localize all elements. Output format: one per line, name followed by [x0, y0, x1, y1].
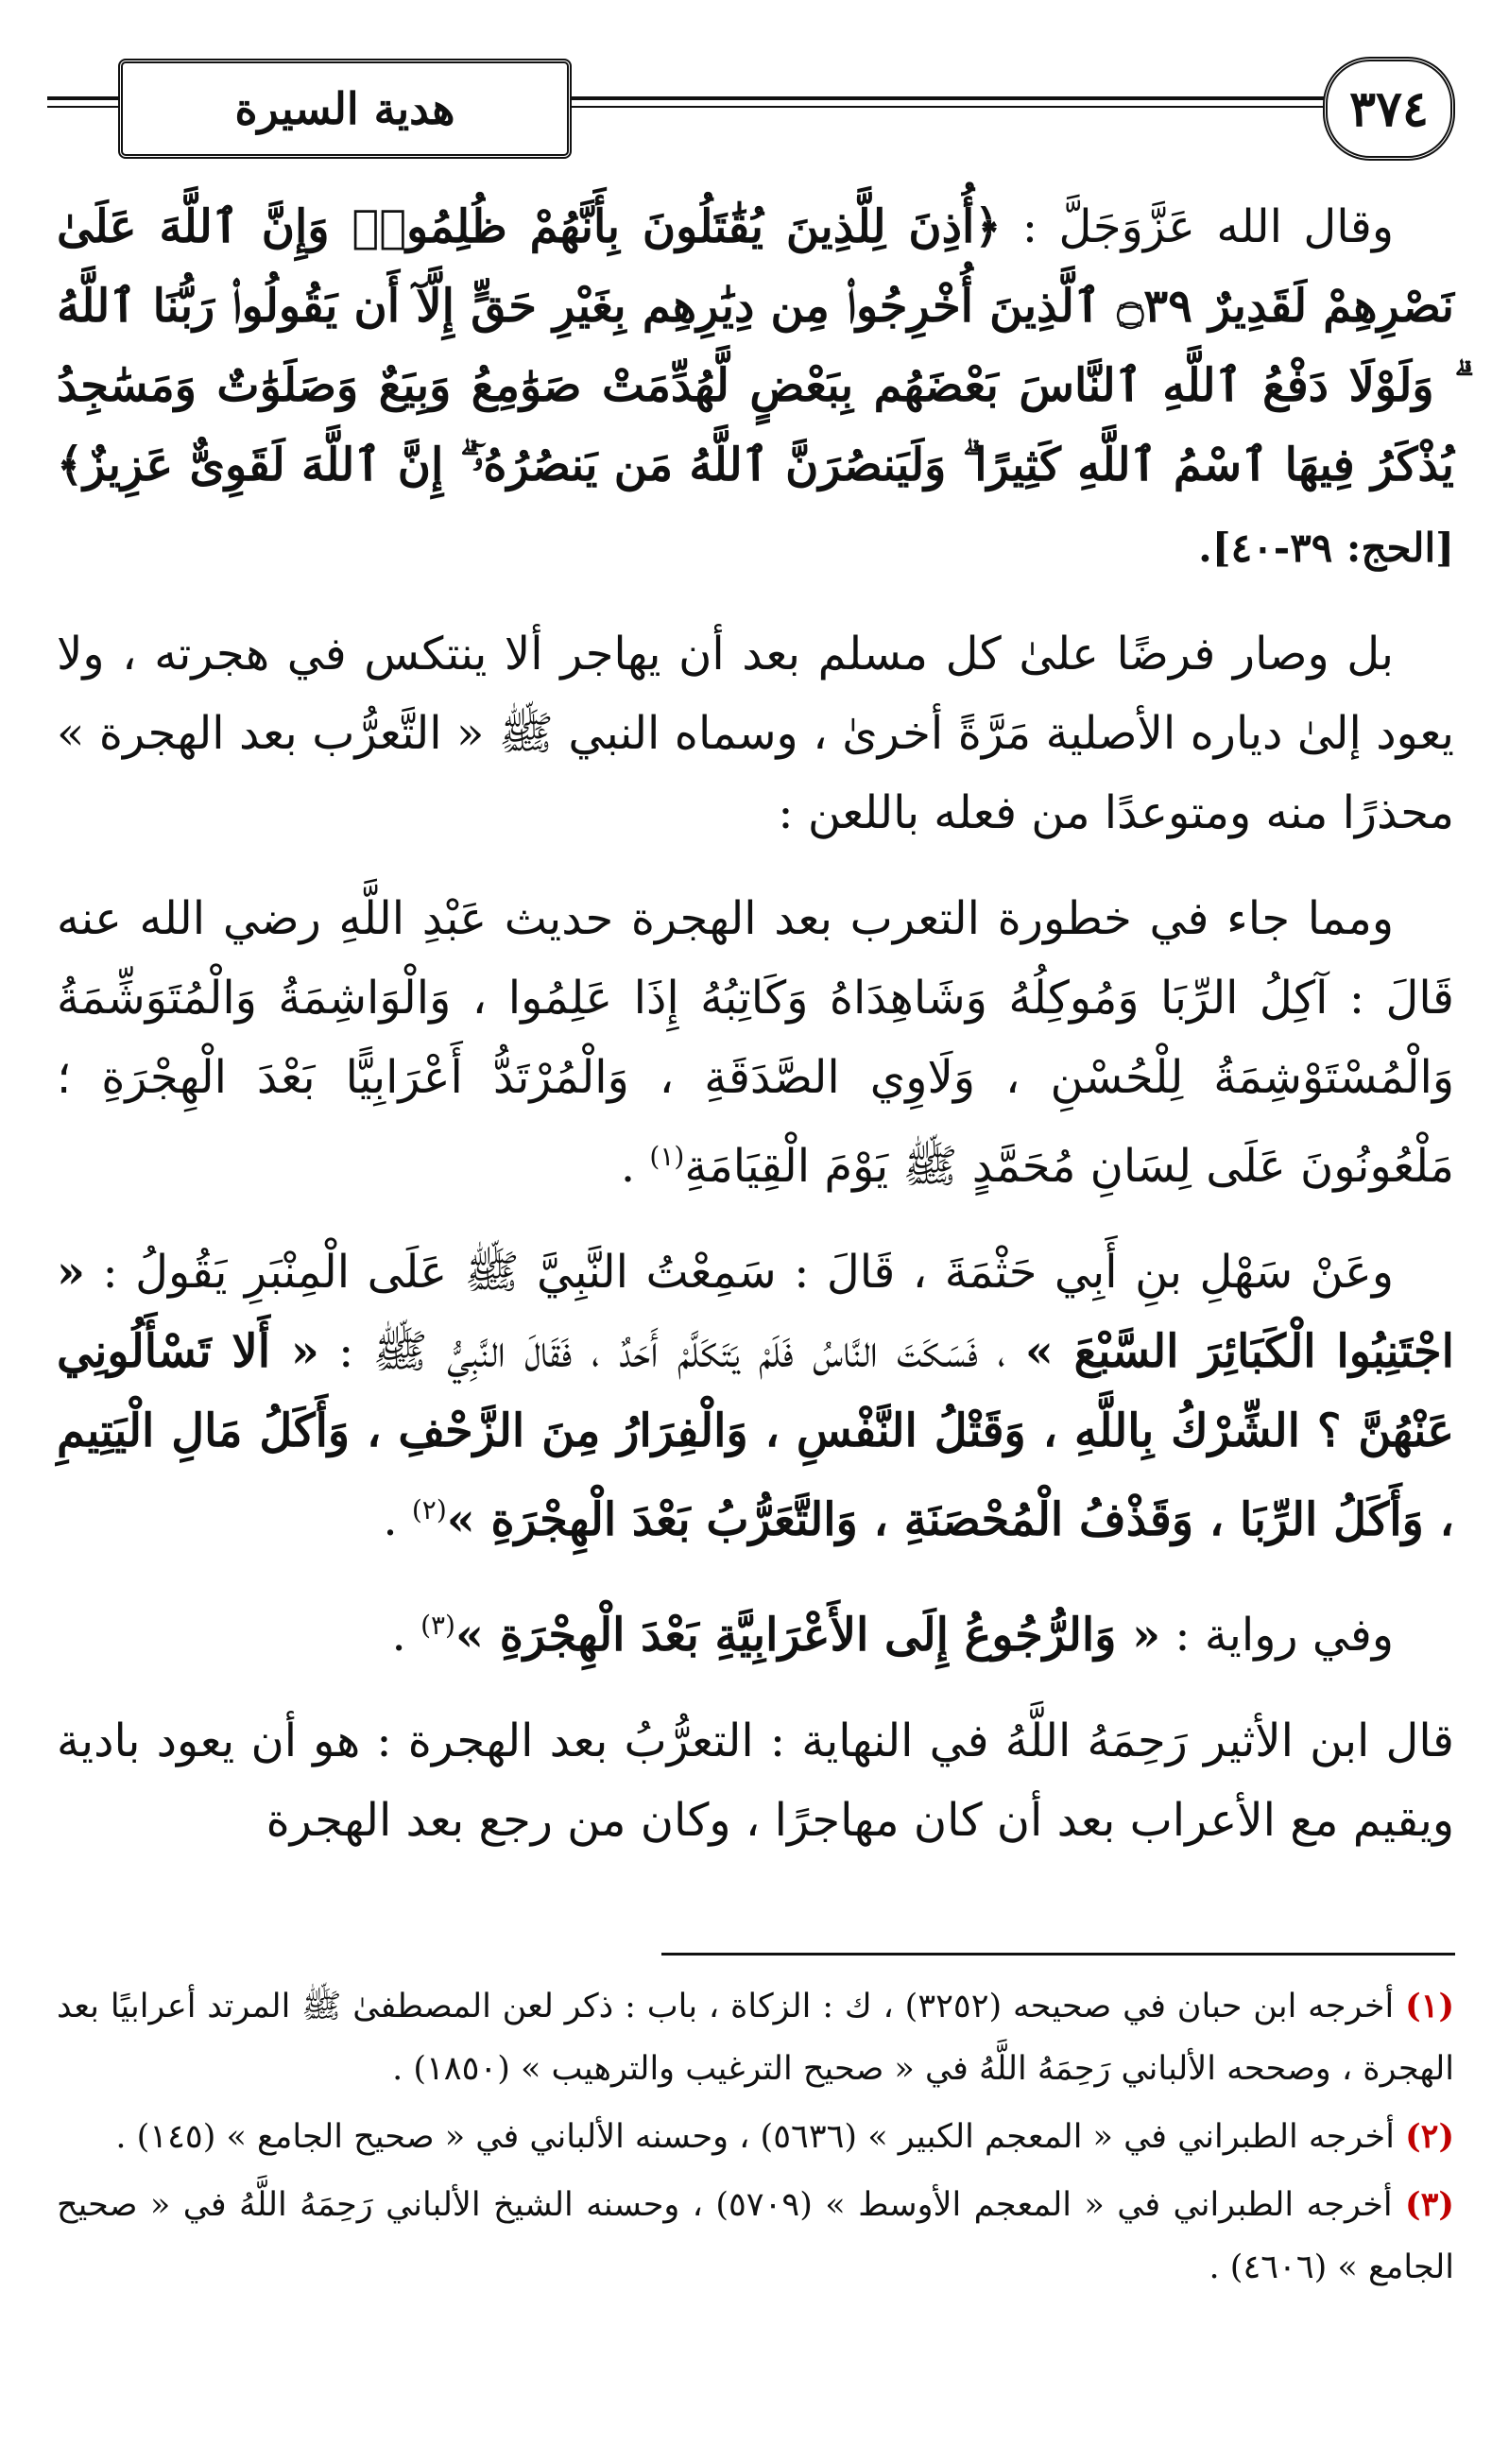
- footnote-ref-1[interactable]: (١): [649, 1141, 685, 1172]
- footnotes: [57, 1975, 1454, 2304]
- paragraph-quran: [57, 187, 1454, 588]
- footnote-ref-3[interactable]: (٣): [420, 1610, 455, 1641]
- footnote-number-1: (١): [1405, 1987, 1454, 2025]
- narration-continue: ، فَسَكَتَ النَّاسُ فَلَمْ يَتَكَلَّمْ أَحَدٌ ، فَقَالَ النَّبِيُّ ﷺ :: [318, 1325, 1025, 1378]
- footnote-text-2: أخرجه الطبراني في « المعجم الكبير » (٥٦٣٦) ، وحسنه الألباني في « صحيح الجامع » (١٤٥) .: [115, 2118, 1395, 2156]
- page-header: [47, 47, 1455, 161]
- quran-verse: ﴿أُذِنَ لِلَّذِينَ يُقَٰتَلُونَ بِأَنَّهُمْ ظُلِمُوا۟ وَإِنَّ ٱللَّهَ عَلَىٰ نَصْرِهِمْ لَقَدِيرٌ ۝٣٩ ٱلَّذِينَ أُخْرِجُوا۟ مِن دِيَٰرِهِم بِغَيْرِ حَقٍّ إِلَّآ أَن يَقُولُوا۟ رَبُّنَا ٱللَّهُ ۗ وَلَوْلَا دَفْعُ ٱللَّهِ ٱلنَّاسَ بَعْضَهُم بِبَعْضٍ لَّهُدِّمَتْ صَوَٰمِعُ وَبِيَعٌ وَصَلَوَٰتٌ وَمَسَٰجِدُ يُذْكَرُ فِيهَا ٱسْمُ ٱللَّهِ كَثِيرًا ۗ وَلَيَنصُرَنَّ ٱللَّهُ مَن يَنصُرُهُۥٓ ۗ إِنَّ ٱللَّهَ لَقَوِىٌّ عَزِيزٌ﴾: [57, 200, 1455, 491]
- footnote-separator: [661, 1953, 1455, 1956]
- paragraph-3-end: .: [620, 1140, 650, 1193]
- footnote-text-3: أخرجه الطبراني في « المعجم الأوسط » (٥٧٠٩) ، وحسنه الشيخ الألباني رَحِمَهُ اللَّهُ في « صحيح الجامع » (٤٦٠٦) .: [57, 2186, 1454, 2286]
- header-rule-right: [572, 96, 1328, 100]
- header-rule-left: [47, 96, 118, 100]
- paragraph-4-end: .: [383, 1493, 412, 1546]
- narration-sahl: وعَنْ سَهْلِ بنِ أَبِي حَثْمَةَ ، قَالَ : سَمِعْتُ النَّبِيَّ ﷺ عَلَى الْمِنْبَرِ يَقُولُ :: [85, 1246, 1394, 1299]
- quran-reference: [الحج: ٣٩-٤٠].: [1198, 525, 1454, 571]
- book-title: هدية السيرة: [234, 83, 455, 134]
- hadith-abdullah: ومما جاء في خطورة التعرب بعد الهجرة حديث عَبْدِ اللَّهِ رضي الله عنه قَالَ : آكِلُ الرِّبَا وَمُوكِلُهُ وَشَاهِدَاهُ وَكَاتِبُهُ إِذَا عَلِمُوا ، وَالْوَاشِمَةُ وَالْمُتَوَشِّمَةُ وَالْمُسْتَوْشِمَةُ لِلْحُسْنِ ، وَلَاوِي الصَّدَقَةِ ، وَالْمُرْتَدُّ أَعْرَابِيًّا بَعْدَ الْهِجْرَةِ ؛ مَلْعُونُونَ عَلَى لِسَانِ مُحَمَّدٍ ﷺ يَوْمَ الْقِيَامَةِ: [57, 892, 1454, 1193]
- page-number: ٣٧٤: [1349, 79, 1429, 138]
- main-text: [57, 187, 1454, 1887]
- header-rule-left-thin: [47, 106, 118, 108]
- riwaya-intro: وفي رواية :: [1160, 1609, 1394, 1662]
- paragraph-3: [57, 879, 1454, 1206]
- footnote-ref-2[interactable]: (٢): [411, 1494, 447, 1525]
- footnote-text-1: أخرجه ابن حبان في صحيحه (٣٢٥٢) ، ك : الزكاة ، باب : ذكر لعن المصطفىٰ ﷺ المرتد أعرابيًا بعد الهجرة ، وصححه الألباني رَحِمَهُ اللَّهُ في « صحيح الترغيب والترهيب » (١٨٥٠) .: [57, 1988, 1454, 2088]
- paragraph-2: بل وصار فرضًا علىٰ كل مسلم بعد أن يهاجر ألا ينتكس في هجرته ، ولا يعود إلىٰ دياره الأصلية مَرَّةً أخرىٰ ، وسماه النبي ﷺ « التَّعرُّب بعد الهجرة » محذرًا منه ومتوعدًا من فعله باللعن :: [57, 628, 1454, 839]
- footnote-3: [57, 2174, 1454, 2299]
- hadith-quote-2: « أَلا تَسْأَلُونِي عَنْهُنَّ ؟ الشِّرْكُ بِاللَّهِ ، وَقَتْلُ النَّفْسِ ، وَالْفِرَارُ مِنَ الزَّحْفِ ، وَأَكَلُ مَالِ الْيَتِيمِ ، وَأَكَلُ الرِّبَا ، وَقَذْفُ الْمُحْصَنَةِ ، وَالتَّعَرُّبُ بَعْدَ الْهِجْرَةِ »: [57, 1325, 1455, 1546]
- hadith-quote-1: « اجْتَنِبُوا الْكَبَائِرَ السَّبْعَ »: [57, 1246, 1454, 1378]
- hadith-quote-3: « وَالرُّجُوعُ إِلَى الأَعْرَابِيَّةِ بَعْدَ الْهِجْرَةِ »: [454, 1609, 1161, 1662]
- paragraph-5: [57, 1586, 1454, 1675]
- header-rule-right-thin: [572, 106, 1328, 108]
- footnote-1: [57, 1975, 1454, 2100]
- paragraph-6: قال ابن الأثير رَحِمَهُ اللَّهُ في النهاية : التعرُّبُ بعد الهجرة : هو أن يعود بادية ويقيم مع الأعراب بعد أن كان مهاجرًا ، وكان من رجع بعد الهجرة: [57, 1714, 1454, 1847]
- quran-intro: وقال الله عَزَّوَجَلَّ :: [1001, 200, 1395, 253]
- footnote-number-2: (٢): [1405, 2117, 1454, 2156]
- book-title-frame: [118, 59, 572, 159]
- footnote-number-3: (٣): [1405, 2185, 1454, 2224]
- paragraph-5-end: .: [391, 1609, 421, 1662]
- paragraph-4: [57, 1232, 1454, 1559]
- footnote-2: [57, 2106, 1454, 2168]
- page-number-frame: [1323, 57, 1455, 161]
